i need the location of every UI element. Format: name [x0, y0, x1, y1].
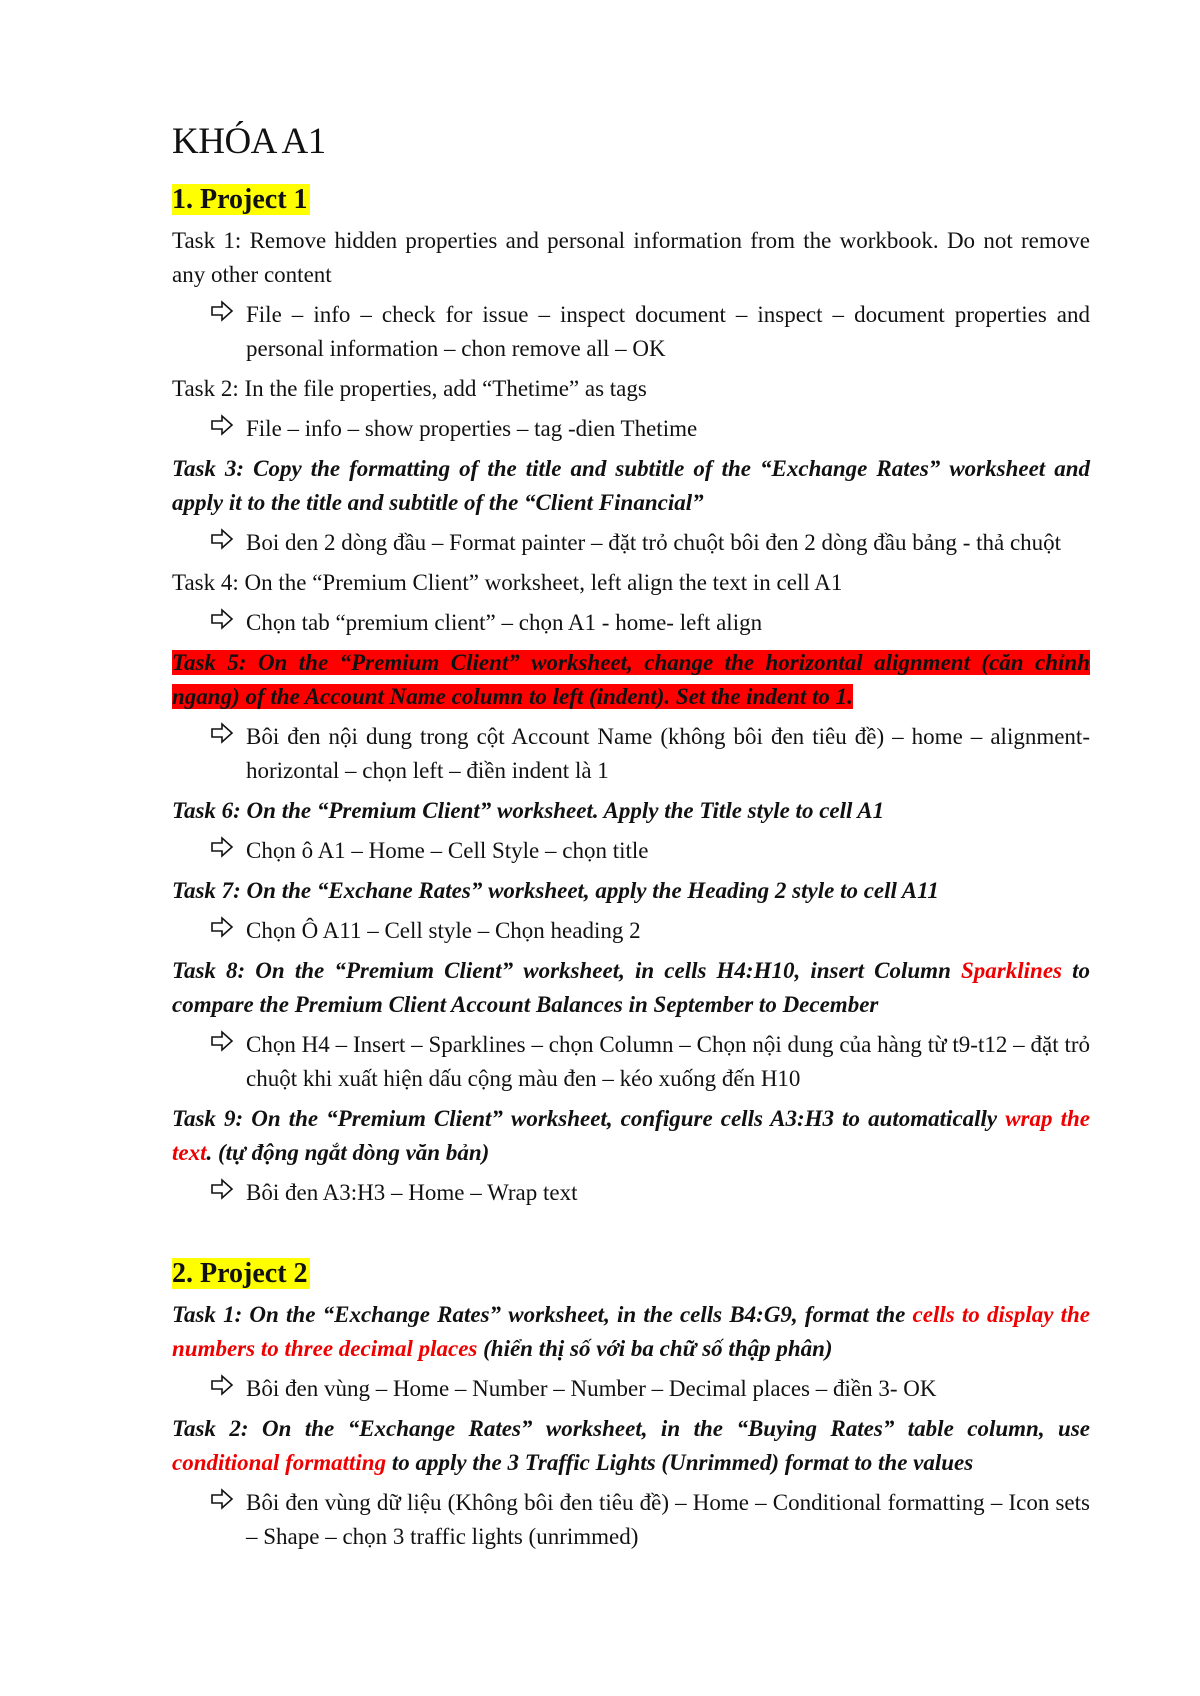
arrow-icon [210, 1029, 234, 1053]
step-text: Chọn ô A1 – Home – Cell Style – chọn title [246, 838, 649, 863]
task-text: to apply the 3 Traffic Lights (Unrimmed) format to the values [386, 1450, 974, 1475]
step-text: Bôi đen vùng – Home – Number – Number – Decimal places – điền 3- OK [246, 1376, 937, 1401]
step-text: Chọn tab “premium client” – chọn A1 - home- left align [246, 610, 763, 635]
task-text: Task 8: On the “Premium Client” worksheet, in cells H4:H10, insert Column [172, 958, 961, 983]
p1-task-8-step [172, 1028, 1090, 1096]
task-text: Task 9: On the “Premium Client” worksheet, configure cells A3:H3 to automatically [172, 1106, 1006, 1131]
task-text: Task 1: On the “Exchange Rates” worksheet, in the cells B4:G9, format the [172, 1302, 913, 1327]
highlighted-task-text: Task 5: On the “Premium Client” worksheet, change the horizontal alignment (căn chỉnh ngang) of the Account Name column to left (indent). Set the indent to 1. [172, 650, 1090, 709]
task-text: Task 2: On the “Exchange Rates” worksheet, in the “Buying Rates” table column, use [172, 1416, 1090, 1441]
arrow-icon [210, 835, 234, 859]
p2-task-1-step [172, 1372, 1090, 1406]
p1-task-6-step [172, 834, 1090, 868]
step-text: Boi den 2 dòng đầu – Format painter – đặt trỏ chuột bôi đen 2 dòng đầu bảng - thả chuột [246, 530, 1062, 555]
task-red-text: Sparklines [961, 958, 1062, 983]
p1-task-1-step [172, 298, 1090, 366]
task-red-text: conditional formatting [172, 1450, 387, 1475]
p1-task-9-step [172, 1176, 1090, 1210]
p1-task-3-step [172, 526, 1090, 560]
p2-task-1 [172, 1298, 1090, 1366]
p1-task-1: Task 1: Remove hidden properties and personal information from the workbook. Do not remove any other content [172, 228, 1090, 287]
p1-task-4-step [172, 606, 1090, 640]
p1-task-5 [172, 646, 1090, 714]
p1-task-6: Task 6: On the “Premium Client” worksheet. Apply the Title style to cell A1 [172, 798, 885, 823]
arrow-icon [210, 1177, 234, 1201]
p1-task-3: Task 3: Copy the formatting of the title and subtitle of the “Exchange Rates” worksheet and apply it to the title and subtitle of the “Client Financial” [172, 456, 1090, 515]
task-text: to compare the Premium Client Account Balances in September to December [172, 958, 1090, 1017]
p2-task-2-step [172, 1486, 1090, 1554]
project-1-heading-text: 1. Project 1 [172, 184, 308, 215]
project-2-heading-text: 2. Project 2 [172, 1258, 308, 1289]
document-page [172, 118, 1090, 1560]
p1-task-7-step [172, 914, 1090, 948]
p1-task-4: Task 4: On the “Premium Client” worksheet, left align the text in cell A1 [172, 570, 843, 595]
arrow-icon [210, 1373, 234, 1397]
arrow-icon [210, 607, 234, 631]
arrow-icon [210, 527, 234, 551]
p1-task-2-step [172, 412, 1090, 446]
step-text: File – info – show properties – tag -dien Thetime [246, 416, 698, 441]
step-text: Bôi đen nội dung trong cột Account Name (không bôi đen tiêu đề) – home – alignment- horizontal – chọn left – điền indent là 1 [246, 724, 1090, 783]
arrow-icon [210, 915, 234, 939]
task-red-text: cells to display the numbers to three decimal places [172, 1302, 1090, 1361]
step-text: Chọn H4 – Insert – Sparklines – chọn Column – Chọn nội dung của hàng từ t9-t12 – đặt trỏ chuột khi xuất hiện dấu cộng màu đen – kéo xuống đến H10 [246, 1032, 1090, 1091]
arrow-icon [210, 721, 234, 745]
step-text: Bôi đen A3:H3 – Home – Wrap text [246, 1180, 578, 1205]
task-text: . (tự động ngắt dòng văn bản) [206, 1140, 490, 1165]
step-text: File – info – check for issue – inspect document – inspect – document properties and personal information – chon remove all – OK [246, 302, 1090, 361]
project-1-heading [172, 180, 1090, 220]
project-2-heading [172, 1254, 1090, 1294]
document-title: KHÓA A1 [172, 121, 326, 162]
task-red-text: wrap the text [172, 1106, 1090, 1165]
step-text: Bôi đen vùng dữ liệu (Không bôi đen tiêu đề) – Home – Conditional formatting – Icon sets – Shape – chọn 3 traffic lights (unrimmed) [246, 1490, 1090, 1549]
p1-task-2: Task 2: In the file properties, add “Thetime” as tags [172, 376, 647, 401]
arrow-icon [210, 413, 234, 437]
arrow-icon [210, 299, 234, 323]
p2-task-2 [172, 1412, 1090, 1480]
p1-task-5-step [172, 720, 1090, 788]
step-text: Chọn Ô A11 – Cell style – Chọn heading 2 [246, 918, 641, 943]
arrow-icon [210, 1487, 234, 1511]
p1-task-7: Task 7: On the “Exchane Rates” worksheet, apply the Heading 2 style to cell A11 [172, 878, 939, 903]
task-text: (hiển thị số với ba chữ số thập phân) [477, 1336, 833, 1361]
p1-task-9 [172, 1102, 1090, 1170]
p1-task-8 [172, 954, 1090, 1022]
